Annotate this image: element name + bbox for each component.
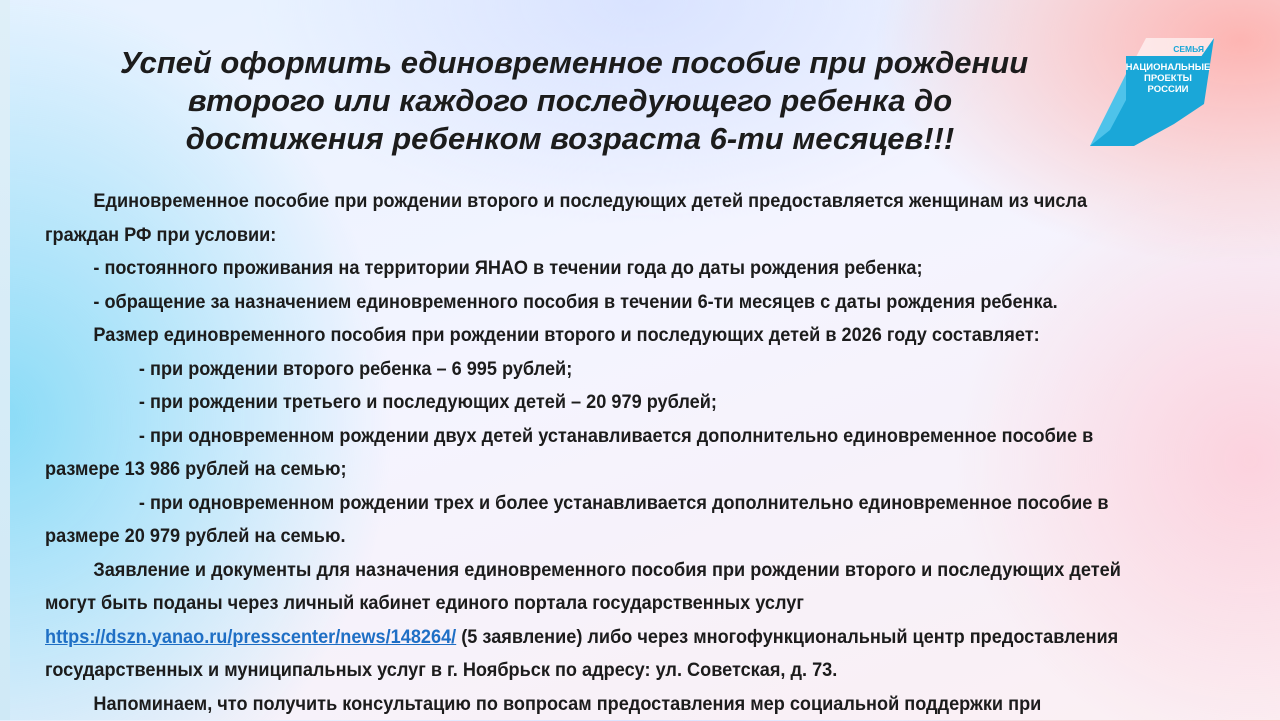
amount-twins-cont: размере 13 986 рублей на семью;: [45, 453, 1224, 487]
condition-application-deadline: - обращение за назначением единовременного пособия в течении 6-ти месяцев с даты рождения ребенка.: [45, 286, 1224, 320]
logo-top-text: СЕМЬЯ: [1173, 44, 1204, 54]
announcement-body: [45, 185, 1224, 721]
paragraph-how-to-apply: Заявление и документы для назначения единовременного пособия при рождении второго и последующих детей: [45, 554, 1224, 588]
national-projects-logo: [1086, 34, 1222, 150]
page-title: [120, 44, 1020, 158]
left-edge-strip: [0, 0, 10, 720]
paragraph-how-to-apply-cont: могут быть поданы через личный кабинет единого портала государственных услуг: [45, 587, 1224, 621]
paragraph-reminder: Напоминаем, что получить консультацию по вопросам предоставления мер социальной поддержки при: [45, 688, 1224, 721]
paragraph-eligibility: Единовременное пособие при рождении второго и последующих детей предоставляется женщинам из числа: [45, 185, 1224, 219]
logo-line-2: ПРОЕКТЫ: [1144, 73, 1192, 84]
paragraph-link-line: [45, 621, 1224, 655]
paragraph-amounts-intro: Размер единовременного пособия при рождении второго и последующих детей в 2026 году составляет:: [45, 319, 1224, 353]
title-line-1: Успей оформить единовременное пособие при рождении: [120, 44, 1020, 82]
paragraph-address: государственных и муниципальных услуг в г. Ноябрьск по адресу: ул. Советская, д. 73.: [45, 654, 1224, 688]
amount-triplets: - при одновременном рождении трех и более устанавливается дополнительно единовременное пособие в: [45, 487, 1224, 521]
logo-line-3: РОССИИ: [1148, 84, 1189, 95]
condition-residence: - постоянного проживания на территории ЯНАО в течении года до даты рождения ребенка;: [45, 252, 1224, 286]
logo-line-1: НАЦИОНАЛЬНЫЕ: [1126, 62, 1211, 73]
link-line-text: (5 заявление) либо через многофункциональный центр предоставления: [456, 626, 1118, 648]
title-line-2: второго или каждого последующего ребенка до: [120, 82, 1020, 120]
amount-second-child: - при рождении второго ребенка – 6 995 рублей;: [45, 353, 1224, 387]
title-line-3: достижения ребенком возраста 6-ти месяцев!!!: [120, 120, 1020, 158]
news-link[interactable]: https://dszn.yanao.ru/presscenter/news/148264/: [45, 626, 456, 648]
amount-triplets-cont: размере 20 979 рублей на семью.: [45, 520, 1224, 554]
amount-twins: - при одновременном рождении двух детей устанавливается дополнительно единовременное пособие в: [45, 420, 1224, 454]
amount-third-child: - при рождении третьего и последующих детей – 20 979 рублей;: [45, 386, 1224, 420]
paragraph-eligibility-cont: граждан РФ при условии:: [45, 219, 1224, 253]
